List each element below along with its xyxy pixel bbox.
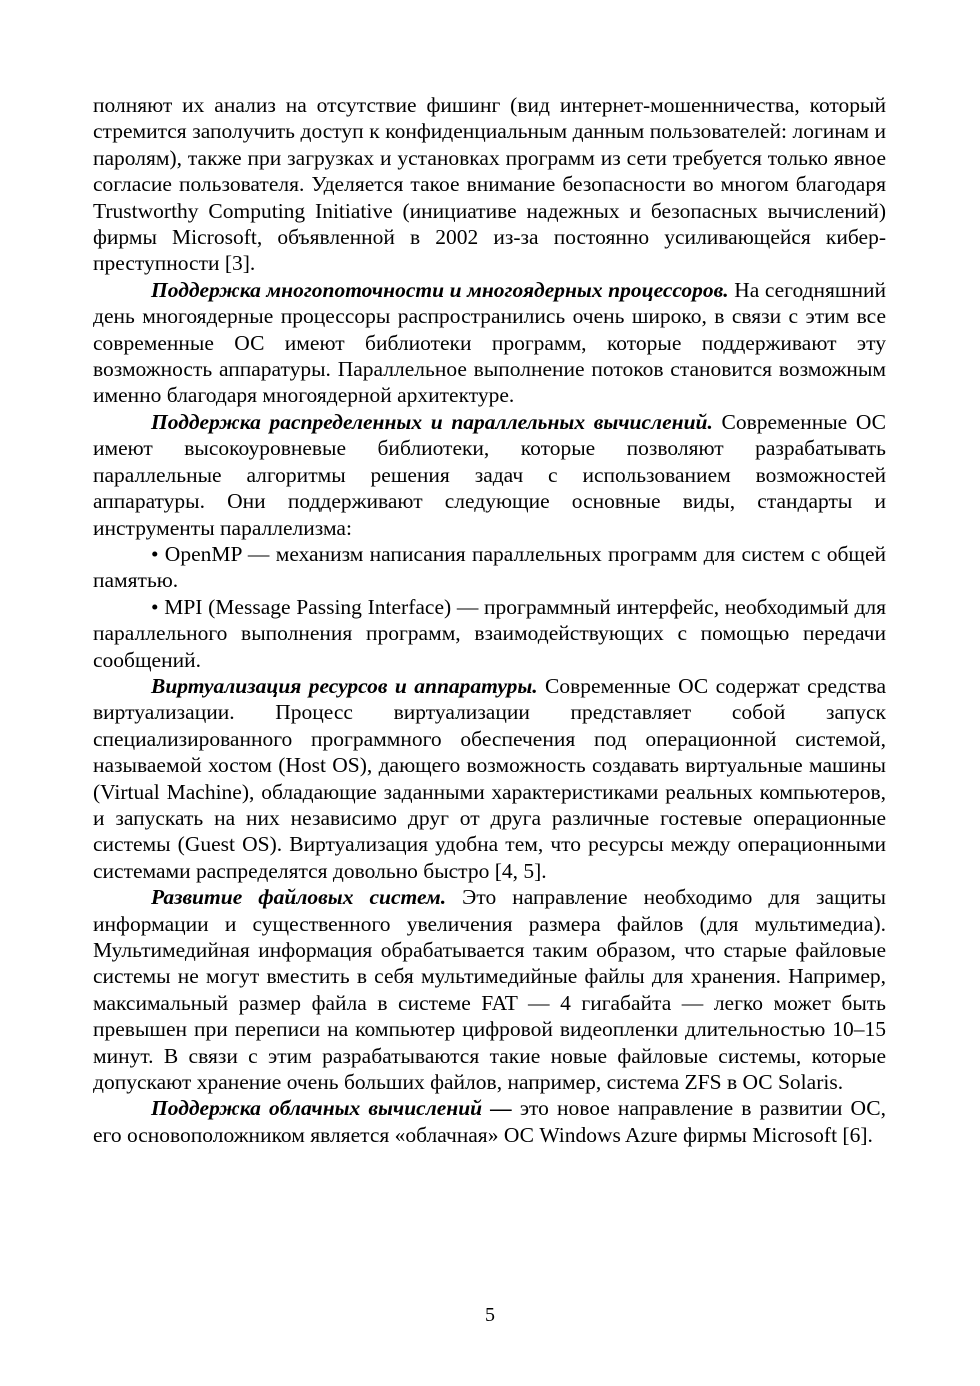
paragraph-cloud [93, 1095, 886, 1148]
paragraph-text: это новое направление в развитии ОС, его основоположником является «облачная» ОС Windows Azure фирмы Microsoft [6]. [93, 1096, 886, 1147]
paragraph-text: Современные ОС содержат средства виртуализации. Процесс виртуализации представляет собой запуск специализированного программного обеспечения под операционной системой, называемой хостом (Host OS), дающего возможность создавать виртуальные машины (Virtual Machine), обладающие заданными характеристиками реальных компьютеров, и запускать на них независимо друг от друга различные гостевые операционные системы (Guest OS). Виртуализация удобна тем, что ресурсы между операционными системами распределятся довольно быстро [4, 5]. [93, 673, 886, 883]
list-item-text: • OpenMP — механизм написания параллельных программ для систем с общей памятью. [93, 541, 886, 593]
paragraph-distributed [93, 409, 886, 541]
paragraph-virtualization [93, 673, 886, 884]
page-number: 5 [485, 1304, 495, 1326]
paragraph-lead-heading: Виртуализация ресурсов и аппаратуры. [151, 673, 538, 698]
paragraph-text: Современные ОС имеют высокоуровневые библиотеки, которые позволяют разрабатывать параллельные алгоритмы решения задач с использованием возможностей аппаратуры. Они поддерживают следующие основные виды, стандарты и инструменты параллелизма: [93, 409, 886, 540]
paragraph-lead-heading: Поддержка распределенных и параллельных вычислений. [151, 409, 713, 434]
paragraph-lead-heading: Развитие файловых систем. [151, 885, 447, 910]
paragraph-lead-heading: Поддержка облачных вычислений — [151, 1096, 512, 1121]
paragraph-multithreading [93, 277, 886, 409]
paragraph-text: Это направление необходимо для защиты информации и существенного увеличения размера файлов (для мультимедиа). Мультимедийная информация обрабатывается таким образом, что старые файловые системы не могут вместить в себя мультимедийные файлы для хранения. Например, максимальный размер файла в системе FAT — 4 гигабайта — легко может быть превышен при переписи на компьютер цифровой видеопленки длительностью 10–15 минут. В связи с этим разрабатываются такие новые файловые системы, которые допускают хранение очень больших файлов, например, система ZFS в ОС Solaris. [93, 885, 886, 1095]
paragraph-text: На сегодняшний день многоядерные процессоры распространились очень широко, в связи с этим все современные ОС имеют библиотеки программ, которые поддерживают эту возможность аппаратуры. Параллельное выполнение потоков становится возможным именно благодаря многоядерной архитектуре. [93, 277, 886, 408]
list-item-mpi [93, 594, 886, 673]
list-item-text: • MPI (Message Passing Interface) — программный интерфейс, необходимый для параллельного выполнения программ, взаимодействующих с помощью передачи сообщений. [93, 594, 886, 672]
paragraph-text: полняют их анализ на отсутствие фишинг (вид интернет-мошенничества, который стремится заполучить доступ к конфиденциальным данным пользователей: логинам и паролям), также при загрузках и установках программ из сети требуется только явное согласие пользователя. Уделяется такое внимание безопасности во многом благодаря Trustworthy Computing Initiative (инициативе надежных и безопасных вычислений) фирмы Microsoft, объявленной в 2002 из-за постоянно усиливающейся кибер-преступности [3]. [93, 93, 886, 276]
paragraph-intro [93, 92, 886, 277]
page-body [93, 92, 886, 1148]
paragraph-lead-heading: Поддержка многопоточности и многоядерных процессоров. [151, 277, 729, 302]
list-item-openmp [93, 541, 886, 594]
paragraph-filesystems [93, 884, 886, 1095]
